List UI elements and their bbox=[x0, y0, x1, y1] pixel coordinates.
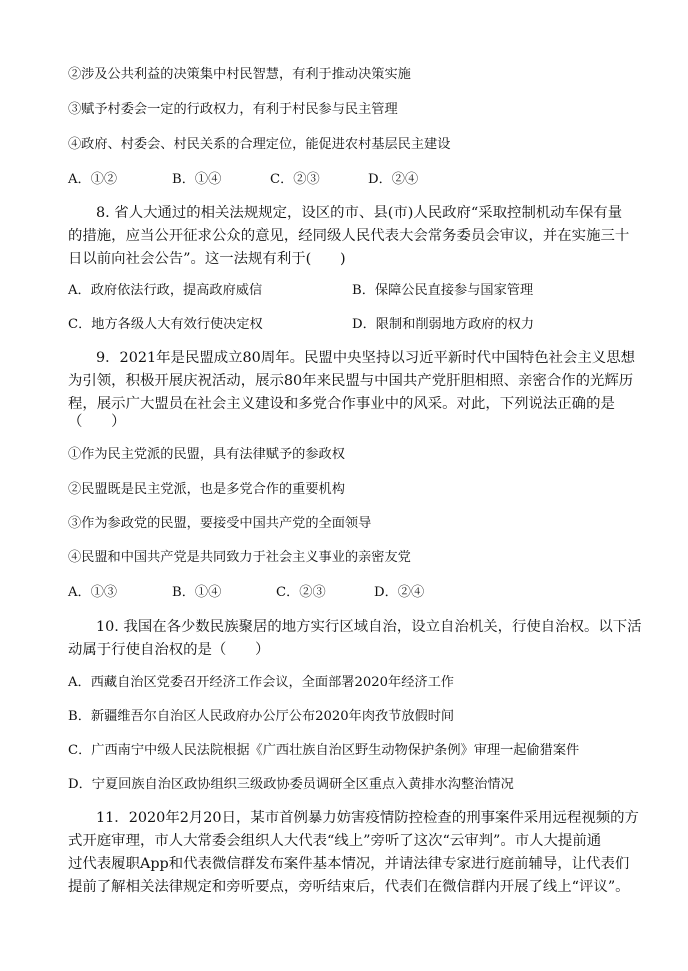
q7-statement-3: ③赋予村委会一定的行政权力，有利于村民参与民主管理 bbox=[68, 102, 398, 117]
q7-option-c[interactable]: C．②③ bbox=[270, 172, 320, 187]
q11-stem-line-4: 提前了解相关法律规定和旁听要点，旁听结束后，代表们在微信群内开展了线上“评议”。 bbox=[68, 879, 630, 895]
q9-statement-2: ②民盟既是民主党派，也是多党合作的重要机构 bbox=[68, 482, 345, 497]
q9-option-b[interactable]: B．①④ bbox=[172, 585, 222, 600]
q10-stem-line-2: 动属于行使自治权的是（ ） bbox=[68, 642, 270, 658]
q11-stem-line-1: 11．2020年2月20日，某市首例暴力妨害疫情防控检查的刑事案件采用远程视频的方 bbox=[96, 810, 639, 826]
q9-statement-4: ④民盟和中国共产党是共同致力于社会主义事业的亲密友党 bbox=[68, 550, 411, 565]
q7-option-a[interactable]: A．①② bbox=[68, 172, 118, 187]
q10-option-b[interactable]: B．新疆维吾尔自治区人民政府办公厅公布2020年肉孜节放假时间 bbox=[68, 709, 455, 724]
q7-option-b[interactable]: B．①④ bbox=[172, 172, 222, 187]
q8-stem-line-1: 8. 省人大通过的相关法规规定，设区的市、县(市)人民政府“采取控制机动车保有量 bbox=[96, 205, 623, 221]
q9-option-a[interactable]: A．①③ bbox=[68, 585, 118, 600]
q8-option-c[interactable]: C．地方各级人大有效行使决定权 bbox=[68, 317, 263, 332]
q9-statement-3: ③作为参政党的民盟，要接受中国共产党的全面领导 bbox=[68, 516, 372, 531]
q10-option-c[interactable]: C．广西南宁中级人民法院根据《广西壮族自治区野生动物保护条例》审理一起偷猎案件 bbox=[68, 743, 580, 758]
q10-option-d[interactable]: D．宁夏回族自治区政协组织三级政协委员调研全区重点入黄排水沟整治情况 bbox=[68, 777, 514, 792]
q7-statement-4: ④政府、村委会、村民关系的合理定位，能促进农村基层民主建设 bbox=[68, 137, 451, 152]
q7-statement-2: ②涉及公共利益的决策集中村民智慧，有利于推动决策实施 bbox=[68, 67, 411, 82]
q7-option-d[interactable]: D．②④ bbox=[368, 172, 419, 187]
q9-stem-line-1: 9．2021年是民盟成立80周年。民盟中央坚持以习近平新时代中国特色社会主义思想 bbox=[96, 350, 635, 366]
q8-option-b[interactable]: B．保障公民直接参与国家管理 bbox=[352, 283, 534, 298]
q10-option-a[interactable]: A．西藏自治区党委召开经济工作会议，全面部署2020年经济工作 bbox=[68, 675, 454, 690]
q9-option-c[interactable]: C．②③ bbox=[276, 585, 326, 600]
q8-stem-line-2: 的措施，应当公开征求公众的意见，经同级人民代表大会常务委员会审议，并在实施三十 bbox=[68, 228, 630, 244]
q9-stem-line-2: 为引领，积极开展庆祝活动，展示80年来民盟与中国共产党肝胆相照、亲密合作的光辉历 bbox=[68, 373, 634, 389]
q11-stem-line-2: 式开庭审理，市人大常委会组织人大代表“线上”旁听了这次“云审判”。市人大提前通 bbox=[68, 833, 602, 849]
q9-stem-line-4: （ ） bbox=[68, 414, 126, 430]
q10-stem-line-1: 10. 我国在各少数民族聚居的地方实行区域自治，设立自治机关，行使自治权。以下活 bbox=[96, 619, 642, 635]
q8-option-d[interactable]: D．限制和削弱地方政府的权力 bbox=[352, 317, 535, 332]
q9-stem-line-3: 程，展示广大盟员在社会主义建设和多党合作事业中的风采。对此，下列说法正确的是 bbox=[68, 396, 615, 412]
q9-statement-1: ①作为民主党派的民盟，具有法律赋予的参政权 bbox=[68, 447, 345, 462]
q8-stem-line-3: 日以前向社会公告”。这一法规有利于( ) bbox=[68, 251, 346, 267]
q9-option-d[interactable]: D．②④ bbox=[374, 585, 425, 600]
q11-stem-line-3: 过代表履职App和代表微信群发布案件基本情况，并请法律专家进行庭前辅导，让代表们 bbox=[68, 856, 630, 872]
q8-option-a[interactable]: A．政府依法行政，提高政府威信 bbox=[68, 283, 263, 298]
